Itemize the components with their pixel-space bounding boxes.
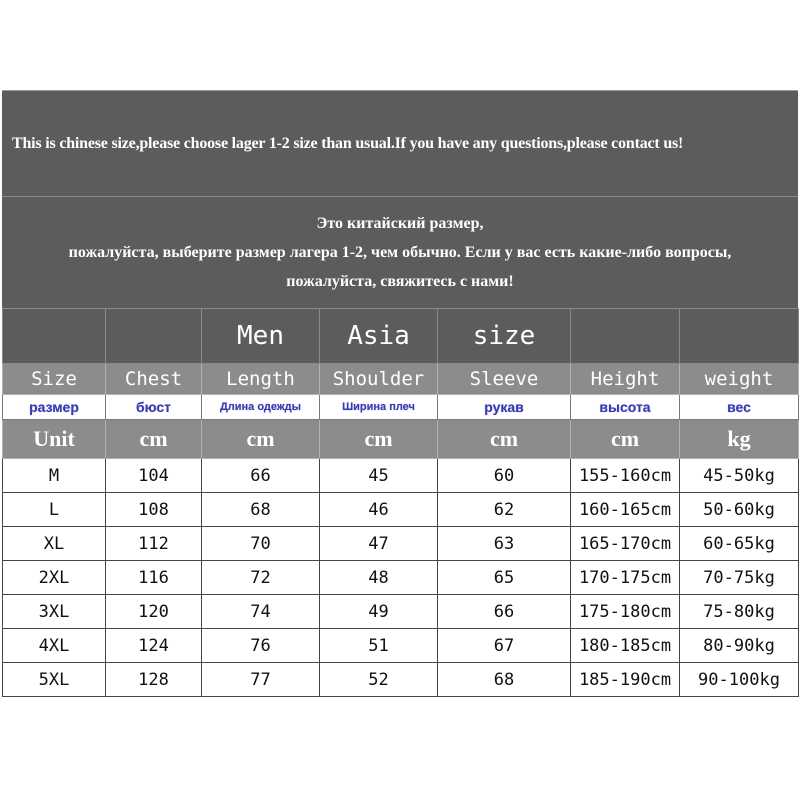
title-cell-men: Men [202,309,320,364]
cell-height: 155-160cm [571,459,680,493]
russian-header-row [3,395,799,420]
cell-weight: 60-65kg [680,527,799,561]
cell-size: 2XL [3,561,106,595]
table-row [3,595,799,629]
cell-length: 70 [202,527,320,561]
cell-length: 76 [202,629,320,663]
cell-height: 185-190cm [571,663,680,697]
cell-shoulder: 45 [320,459,438,493]
header-ru-chest: бюст [106,395,202,420]
cell-length: 68 [202,493,320,527]
cell-chest: 116 [106,561,202,595]
title-cell-blank-1 [3,309,106,364]
cell-height: 175-180cm [571,595,680,629]
header-weight: weight [680,364,799,395]
cell-sleeve: 60 [438,459,571,493]
notice-russian-line-1: Это китайский размер, [316,215,484,232]
cell-size: XL [3,527,106,561]
header-height: Height [571,364,680,395]
notice-russian-line-3: пожалуйста, свяжитесь с нами! [286,273,514,290]
cell-sleeve: 68 [438,663,571,697]
cell-chest: 104 [106,459,202,493]
notice-russian-banner [2,196,798,308]
cell-weight: 50-60kg [680,493,799,527]
cell-size: 4XL [3,629,106,663]
header-ru-height: высота [571,395,680,420]
cell-sleeve: 62 [438,493,571,527]
header-shoulder: Shoulder [320,364,438,395]
header-sleeve: Sleeve [438,364,571,395]
cell-chest: 120 [106,595,202,629]
cell-weight: 75-80kg [680,595,799,629]
table-row [3,493,799,527]
size-chart-table [2,308,799,697]
cell-shoulder: 48 [320,561,438,595]
cell-shoulder: 52 [320,663,438,697]
cell-height: 160-165cm [571,493,680,527]
unit-length: cm [202,420,320,459]
cell-size: M [3,459,106,493]
table-row [3,663,799,697]
title-cell-blank-3 [571,309,680,364]
header-chest: Chest [106,364,202,395]
cell-length: 66 [202,459,320,493]
title-cell-blank-4 [680,309,799,364]
cell-length: 72 [202,561,320,595]
cell-sleeve: 66 [438,595,571,629]
title-cell-blank-2 [106,309,202,364]
cell-length: 77 [202,663,320,697]
column-header-row [3,364,799,395]
cell-sleeve: 67 [438,629,571,663]
cell-sleeve: 65 [438,561,571,595]
notice-russian-line-2: пожалуйста, выберите размер лагера 1-2, чем обычно. Если у вас есть какие-либо вопросы, [68,244,732,261]
title-cell-size: size [438,309,571,364]
table-row [3,527,799,561]
notice-english-text: This is chinese size,please choose lager 1-2 size than usual.If you have any questions,please contact us! [12,134,684,152]
title-cell-asia: Asia [320,309,438,364]
unit-weight: kg [680,420,799,459]
cell-weight: 70-75kg [680,561,799,595]
header-ru-length: Длина одежды [202,395,320,420]
cell-size: 5XL [3,663,106,697]
cell-chest: 124 [106,629,202,663]
cell-sleeve: 63 [438,527,571,561]
cell-chest: 128 [106,663,202,697]
size-data-body [3,459,799,697]
cell-size: L [3,493,106,527]
cell-weight: 45-50kg [680,459,799,493]
header-ru-size: размер [3,395,106,420]
cell-chest: 112 [106,527,202,561]
header-ru-sleeve: рукав [438,395,571,420]
table-row [3,561,799,595]
cell-shoulder: 51 [320,629,438,663]
header-length: Length [202,364,320,395]
table-row [3,459,799,493]
cell-chest: 108 [106,493,202,527]
cell-size: 3XL [3,595,106,629]
unit-sleeve: cm [438,420,571,459]
cell-shoulder: 49 [320,595,438,629]
cell-weight: 80-90kg [680,629,799,663]
unit-row [3,420,799,459]
cell-height: 180-185cm [571,629,680,663]
unit-chest: cm [106,420,202,459]
cell-shoulder: 47 [320,527,438,561]
unit-label: Unit [3,420,106,459]
unit-height: cm [571,420,680,459]
header-ru-shoulder: Ширина плеч [320,395,438,420]
unit-shoulder: cm [320,420,438,459]
cell-shoulder: 46 [320,493,438,527]
cell-weight: 90-100kg [680,663,799,697]
notice-english-banner [2,90,798,196]
cell-length: 74 [202,595,320,629]
header-size: Size [3,364,106,395]
cell-height: 165-170cm [571,527,680,561]
table-title-row [3,309,799,364]
table-row [3,629,799,663]
header-ru-weight: вес [680,395,799,420]
cell-height: 170-175cm [571,561,680,595]
